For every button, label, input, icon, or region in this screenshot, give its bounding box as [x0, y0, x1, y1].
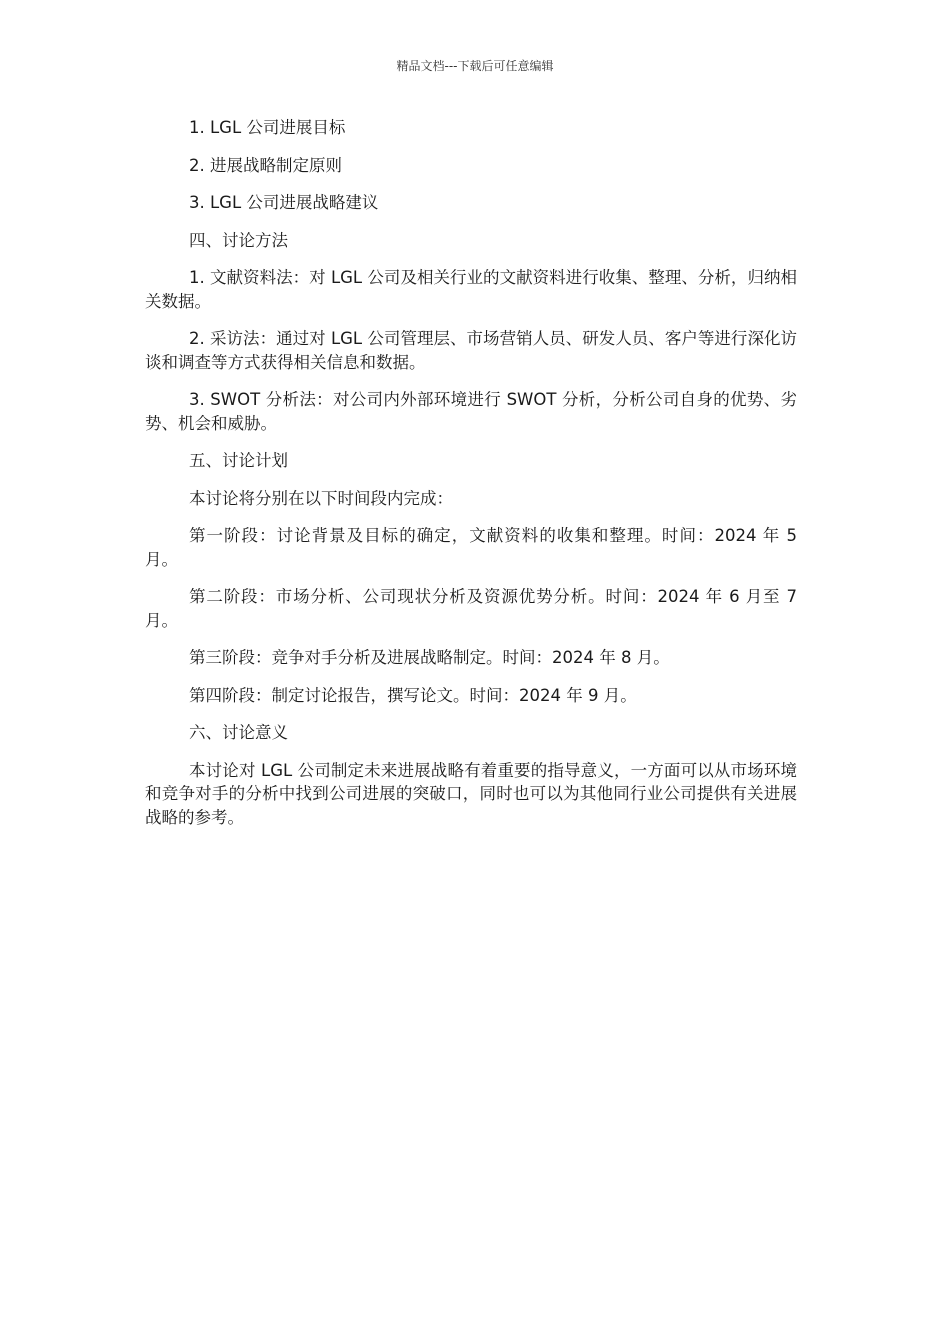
- plan-intro: 本讨论将分别在以下时间段内完成：: [189, 488, 453, 508]
- section-heading-plan: 五、讨论计划: [189, 451, 288, 470]
- plan-stage-3: 第三阶段：竞争对手分析及进展战略制定。时间：2024 年 8 月。: [189, 648, 670, 667]
- method-item-3: 3. SWOT 分析法：对公司内外部环境进行 SWOT 分析，分析公司自身的优势、劣势、机会和威胁。: [145, 390, 797, 433]
- goal-item-1: 1. LGL 公司进展目标: [189, 118, 346, 137]
- method-item-1: 1. 文献资料法：对 LGL 公司及相关行业的文献资料进行收集、整理、分析，归纳相关数据。: [145, 268, 797, 311]
- goal-item-3: 3. LGL 公司进展战略建议: [189, 193, 379, 212]
- method-item-2: 2. 采访法：通过对 LGL 公司管理层、市场营销人员、研发人员、客户等进行深化访谈和调查等方式获得相关信息和数据。: [145, 329, 797, 372]
- section-heading-significance: 六、讨论意义: [189, 723, 288, 742]
- goal-item-2: 2. 进展战略制定原则: [189, 155, 342, 175]
- plan-stage-2: 第二阶段：市场分析、公司现状分析及资源优势分析。时间：2024 年 6 月至 7 月。: [145, 587, 797, 630]
- page-header: 精品文档---下载后可任意编辑: [396, 59, 554, 73]
- plan-stage-1: 第一阶段：讨论背景及目标的确定，文献资料的收集和整理。时间：2024 年 5 月。: [145, 526, 797, 569]
- significance-paragraph: 本讨论对 LGL 公司制定未来进展战略有着重要的指导意义，一方面可以从市场环境和竞争对手的分析中找到公司进展的突破口，同时也可以为其他同行业公司提供有关进展战略的参考。: [145, 760, 797, 827]
- document-body: [145, 116, 797, 843]
- plan-stage-4: 第四阶段：制定讨论报告，撰写论文。时间：2024 年 9 月。: [189, 685, 637, 705]
- section-heading-methods: 四、讨论方法: [189, 230, 288, 250]
